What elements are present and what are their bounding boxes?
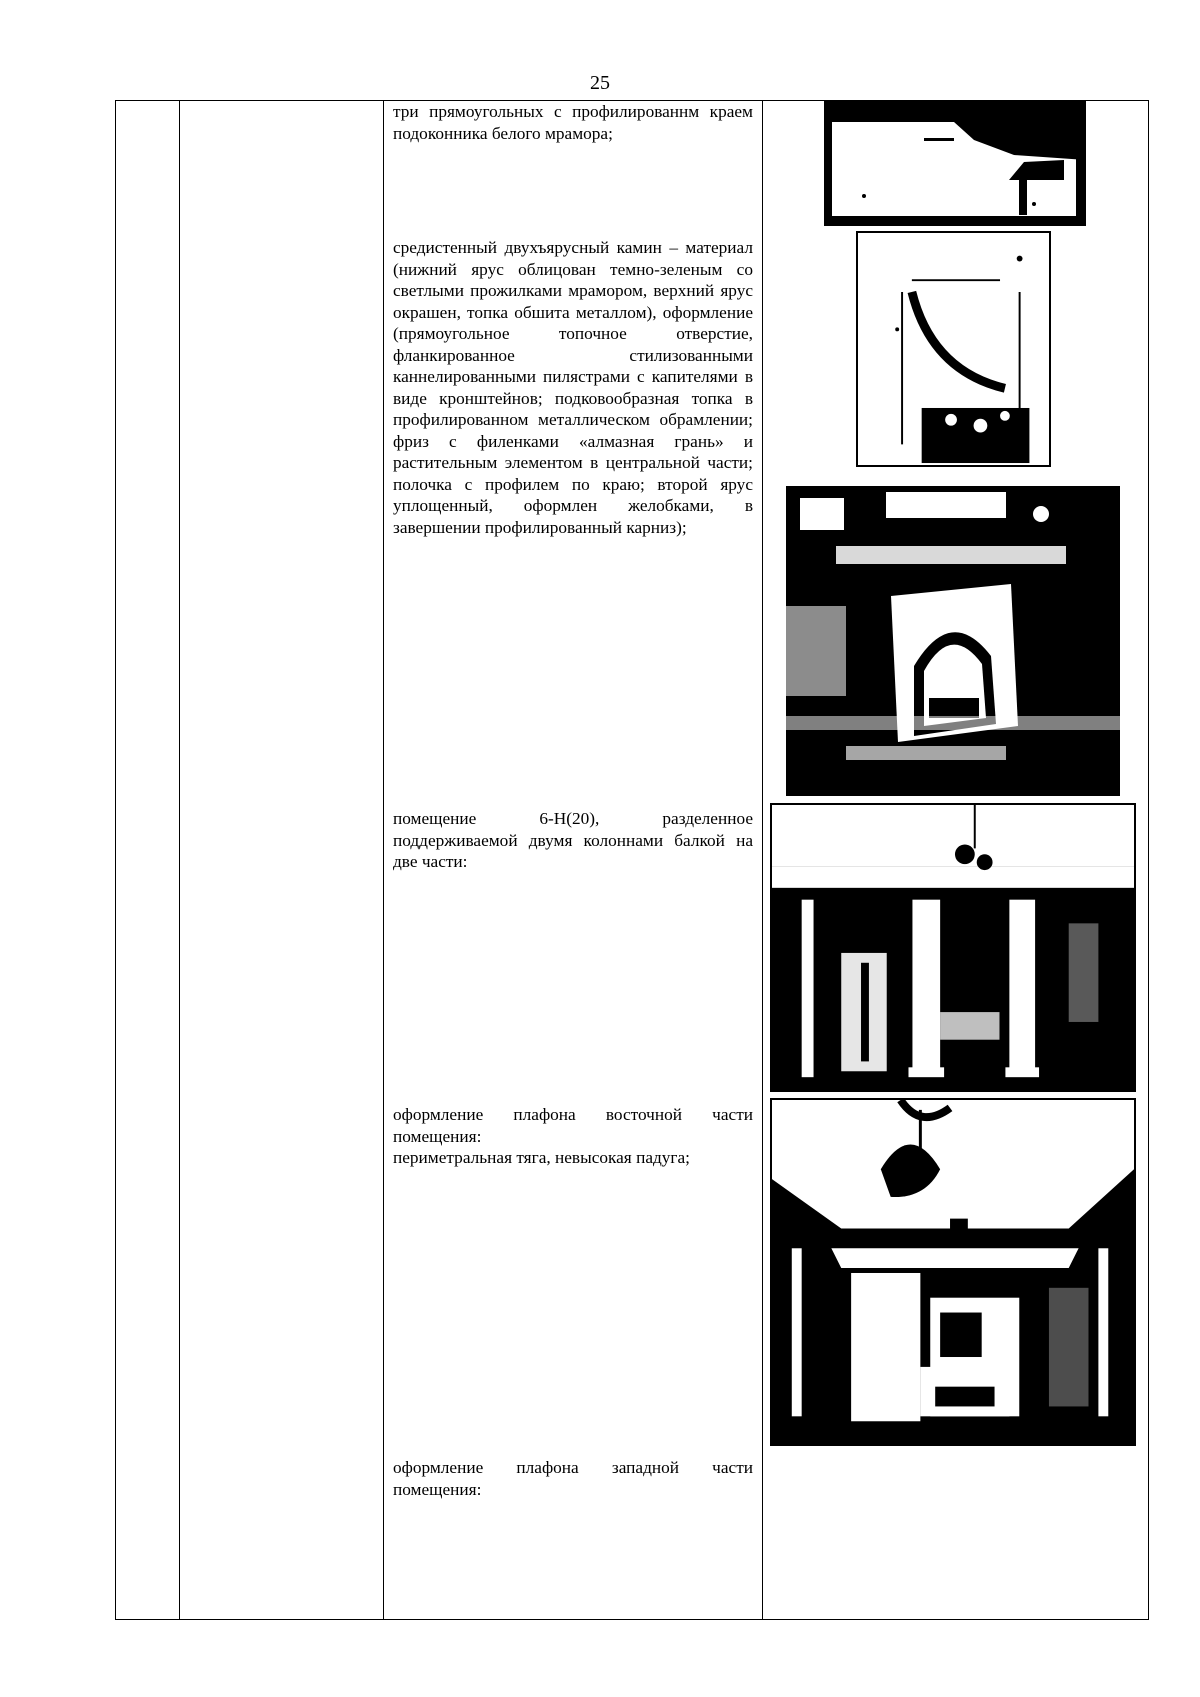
page-number: 25 <box>590 72 610 94</box>
entry-text: средистенный двухъярусный камин – материал (нижний ярус облицован темно-зеленым со светлыми прожилками мрамором, верхний ярус окрашен, топка обшита металлом), оформление (прямоугольное топочное отверстие, фланкированное стилизованными каннелированными пилястрами с капителями в виде кронштейнов; подковообразная топка в профилированном металлическом обрамлении; фриз с филенками «алмазная грань» и растительным элементом в центральной части; полочка с профилем по краю; второй ярус уплощенный, оформлен желобками, в завершении профилированный карниз); <box>393 238 753 537</box>
entry-fireplace <box>393 237 753 538</box>
entry-text: оформление плафона западной части помещения: <box>393 1458 753 1499</box>
column-divider <box>762 101 763 1619</box>
entry-west-ceiling <box>393 1457 753 1500</box>
entry-window-sill <box>393 101 753 144</box>
entry-text: периметральная тяга, невысокая падуга; <box>393 1148 690 1167</box>
column-divider <box>383 101 384 1619</box>
photo-columns <box>770 803 1136 1092</box>
photo-window-sill <box>824 100 1086 226</box>
column-divider <box>179 101 180 1619</box>
entry-text: три прямоугольных с профилированнм краем подоконника белого мрамора; <box>393 102 753 143</box>
photo-east-ceiling <box>770 1098 1136 1446</box>
photo-fireplace <box>786 486 1120 796</box>
photo-fireplace-detail <box>856 231 1051 467</box>
entry-text: помещение 6-Н(20), разделенное поддерживаемой двумя колоннами балкой на две части: <box>393 809 753 871</box>
entry-room <box>393 808 753 873</box>
entry-east-ceiling <box>393 1104 753 1169</box>
entry-text: оформление плафона восточной части помещения: <box>393 1105 753 1146</box>
